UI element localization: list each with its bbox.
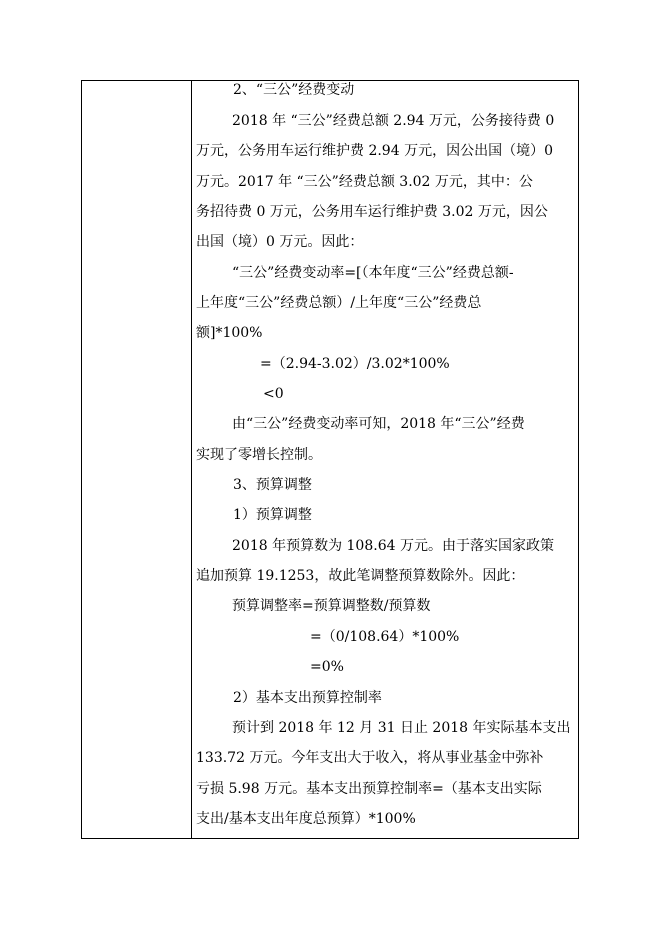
table-left-cell xyxy=(82,81,192,838)
paragraph-line: 预计到 2018 年 12 月 31 日止 2018 年实际基本支出 xyxy=(232,720,571,736)
paragraph-line: 出国（境）0 万元。因此： xyxy=(196,234,364,250)
formula-line: “三公”经费变动率=[（本年度“三公”经费总额- xyxy=(232,265,514,281)
section-heading-sangong: 2、“三公”经费变动 xyxy=(233,82,355,98)
formula-line: 上年度“三公”经费总额）/上年度“三公”经费总 xyxy=(196,295,482,311)
paragraph-line: 追加预算 19.1253，故此笔调整预算数除外。因此： xyxy=(196,568,525,584)
paragraph-line: 务招待费 0 万元，公务用车运行维护费 3.02 万元，因公 xyxy=(196,204,548,220)
paragraph-line: 133.72 万元。今年支出大于收入，将从事业基金中弥补 xyxy=(196,750,544,766)
formula-line: =（0/108.64）*100% xyxy=(310,629,460,645)
formula-line: 预算调整率=预算调整数/预算数 xyxy=(232,598,431,614)
formula-line: =（2.94-3.02）/3.02*100% xyxy=(260,356,450,372)
subsection-heading: 1）预算调整 xyxy=(233,507,312,523)
paragraph-line: 万元。2017 年 “三公”经费总额 3.02 万元，其中：公 xyxy=(196,174,533,190)
paragraph-line: 实现了零增长控制。 xyxy=(196,447,322,463)
formula-line: 额]*100% xyxy=(196,325,263,341)
subsection-heading: 2）基本支出预算控制率 xyxy=(233,690,382,706)
paragraph-line: 由“三公”经费变动率可知，2018 年“三公”经费 xyxy=(232,416,525,432)
formula-line: =0% xyxy=(310,659,344,675)
paragraph-line: 2018 年预算数为 108.64 万元。由于落实国家政策 xyxy=(232,538,554,554)
formula-line: <0 xyxy=(263,386,284,402)
paragraph-line: 亏损 5.98 万元。基本支出预算控制率=（基本支出实际 xyxy=(196,781,542,797)
paragraph-line: 万元，公务用车运行维护费 2.94 万元，因公出国（境）0 xyxy=(196,143,553,159)
paragraph-line: 支出/基本支出年度总预算）*100% xyxy=(196,811,416,827)
section-heading-budget-adjustment: 3、预算调整 xyxy=(233,477,312,493)
paragraph-line: 2018 年 “三公”经费总额 2.94 万元，公务接待费 0 xyxy=(232,113,555,129)
